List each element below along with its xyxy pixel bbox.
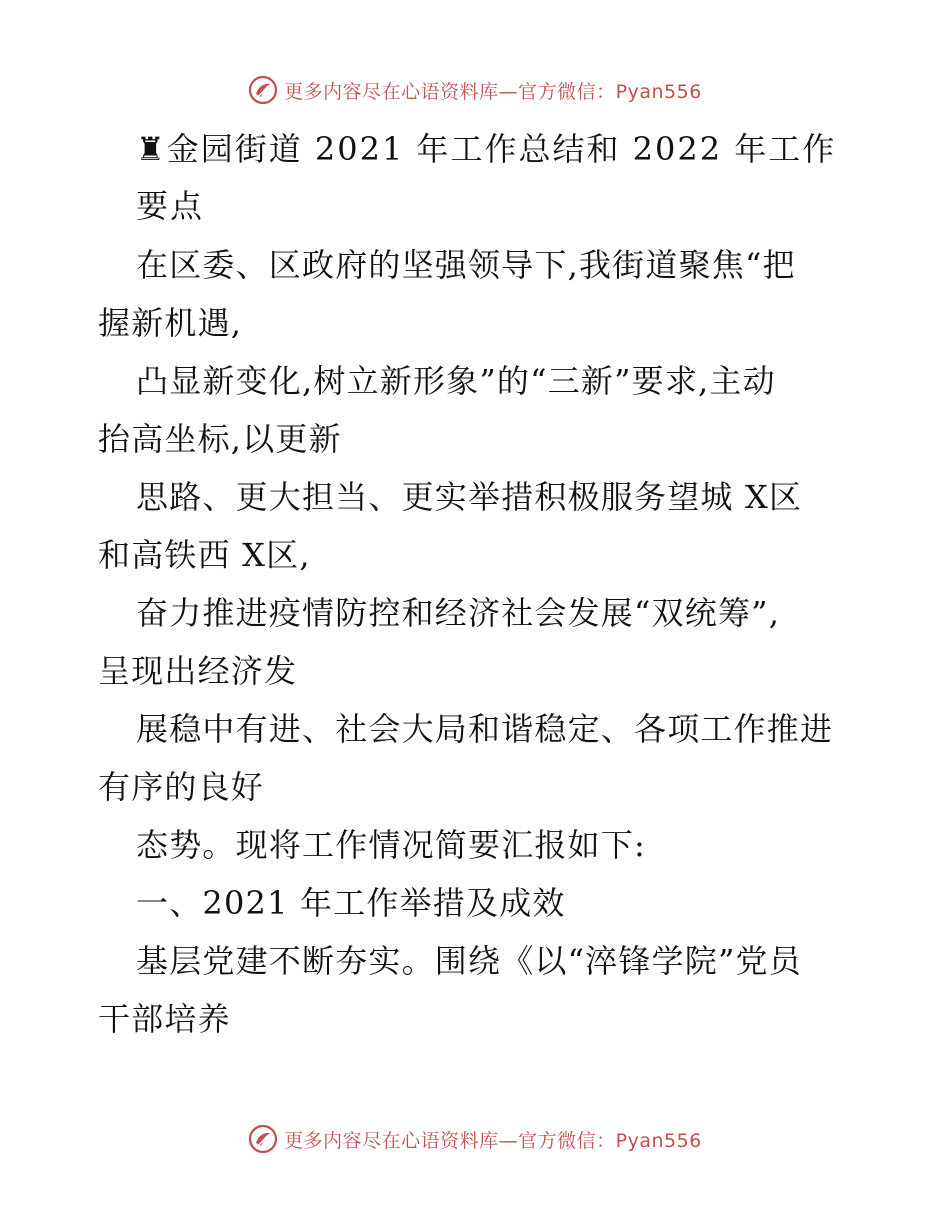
header-watermark-banner: [0, 73, 950, 107]
paragraph-line: 和高铁西 X区,: [98, 536, 311, 574]
logo-icon: [248, 75, 278, 105]
paragraph-line: 奋力推进疫情防控和经济社会发展“双统筹”,: [136, 594, 781, 632]
paragraph-line: 握新机遇,: [98, 304, 243, 342]
logo-icon: [248, 1124, 278, 1154]
section-heading: 一、2021 年工作举措及成效: [136, 884, 566, 922]
header-banner-text: 更多内容尽在心语资料库—官方微信：Pyan556: [284, 80, 702, 103]
paragraph-line: 展稳中有进、社会大局和谐稳定、各项工作推进: [136, 710, 834, 748]
paragraph-line: 在区委、区政府的坚强领导下,我街道聚焦“把: [136, 246, 796, 284]
paragraph-line: 有序的良好: [98, 768, 265, 806]
paragraph-line: 态势。现将工作情况简要汇报如下:: [136, 826, 646, 864]
footer-watermark-banner: [0, 1122, 950, 1156]
document-title-line-2: 要点: [136, 187, 205, 225]
paragraph-line: 抬高坐标,以更新: [98, 420, 342, 458]
paragraph-line: 凸显新变化,树立新形象”的“三新”要求,主动: [136, 362, 776, 400]
paragraph-line: 干部培养: [98, 1000, 231, 1038]
paragraph-line: 基层党建不断夯实。围绕《以“淬锋学院”党员: [136, 942, 802, 980]
paragraph-line: 呈现出经济发: [98, 652, 298, 690]
footer-banner-text: 更多内容尽在心语资料库—官方微信：Pyan556: [284, 1129, 702, 1152]
paragraph-line: 思路、更大担当、更实举措积极服务望城 X区: [136, 478, 803, 516]
document-title-line-1: ♜金园街道 2021 年工作总结和 2022 年工作: [136, 130, 837, 168]
